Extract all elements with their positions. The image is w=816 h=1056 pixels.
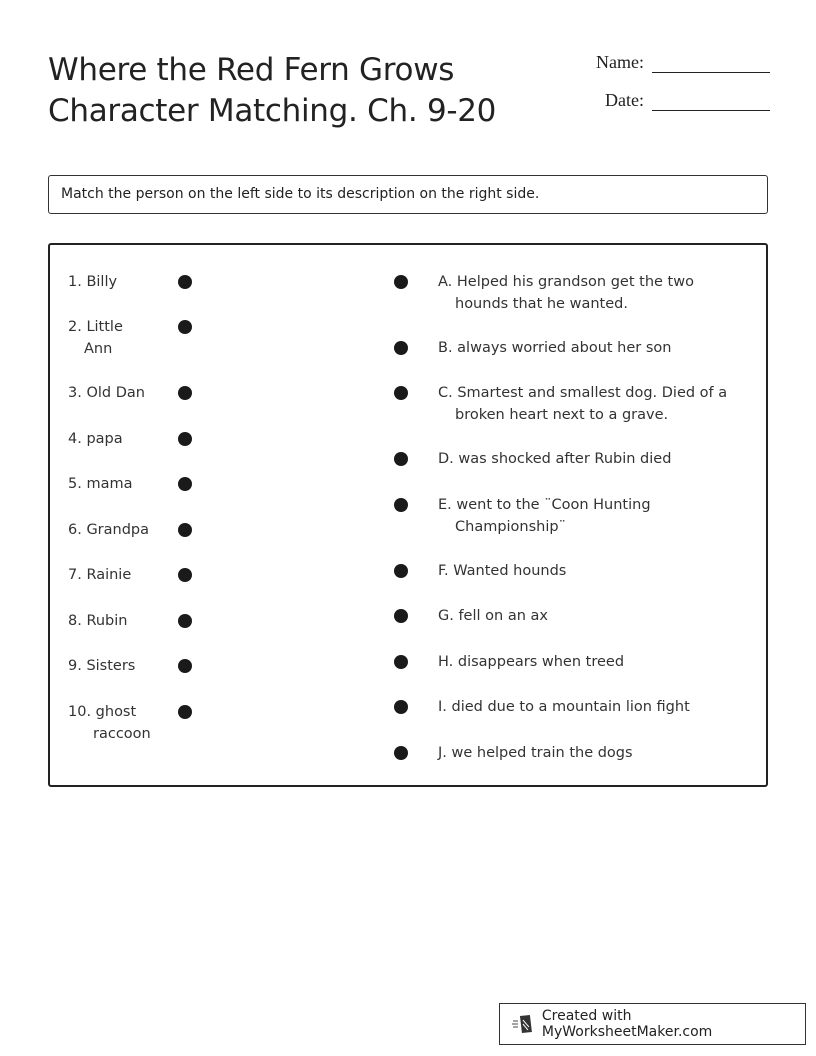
right-item-d: D. was shocked after Rubin died (438, 451, 672, 467)
right-dot-j[interactable] (394, 746, 408, 760)
left-dot-8[interactable] (178, 614, 192, 628)
right-dot-h[interactable] (394, 655, 408, 669)
title-line-1: Where the Red Fern Grows (48, 52, 455, 88)
left-item-4 (68, 428, 188, 450)
left-item-label: 2. Little (68, 319, 123, 335)
footer-text: Created with MyWorksheetMaker.com (541, 1008, 713, 1040)
left-dot-10[interactable] (178, 705, 192, 719)
right-dot-b[interactable] (394, 341, 408, 355)
left-item-7 (68, 564, 188, 586)
right-item-i: I. died due to a mountain lion fight (438, 699, 690, 715)
left-item-label-line2: Ann (84, 341, 113, 357)
left-dot-4[interactable] (178, 432, 192, 446)
left-dot-3[interactable] (178, 386, 192, 400)
name-field-line[interactable] (652, 53, 770, 73)
left-dot-2[interactable] (178, 320, 192, 334)
left-item-5 (68, 473, 188, 495)
left-item-label: 5. mama (68, 476, 133, 492)
right-dot-i[interactable] (394, 700, 408, 714)
left-item-label: 3. Old Dan (68, 385, 145, 401)
right-dot-c[interactable] (394, 386, 408, 400)
right-item-g: G. fell on an ax (438, 608, 548, 624)
left-item-label: 1. Billy (68, 274, 118, 290)
left-item-label: 8. Rubin (68, 613, 128, 629)
matching-panel (48, 243, 768, 787)
right-item-j: J. we helped train the dogs (438, 745, 633, 761)
right-dot-a[interactable] (394, 275, 408, 289)
left-item-2 (68, 316, 188, 360)
left-item-6 (68, 519, 188, 541)
left-dot-1[interactable] (178, 275, 192, 289)
worksheet-logo-icon (512, 1013, 534, 1035)
left-item-3 (68, 382, 188, 404)
right-item-h: H. disappears when treed (438, 654, 625, 670)
page-title (48, 50, 496, 132)
right-dot-e[interactable] (394, 498, 408, 512)
date-label: Date: (605, 90, 644, 110)
left-item-8 (68, 610, 188, 632)
left-item-label: 10. ghost (68, 704, 137, 720)
left-item-10 (68, 701, 188, 745)
footer-credit[interactable] (499, 1003, 806, 1045)
left-dot-6[interactable] (178, 523, 192, 537)
right-dot-g[interactable] (394, 609, 408, 623)
right-item-b: B. always worried about her son (438, 340, 672, 356)
left-dot-7[interactable] (178, 568, 192, 582)
right-item-c: C. Smartest and smallest dog. Died of a broken heart next to a grave. (438, 385, 728, 423)
right-item-a: A. Helped his grandson get the two hounds that he wanted. (438, 274, 694, 312)
date-field-line[interactable] (652, 91, 770, 111)
left-item-9 (68, 655, 188, 677)
instructions-box: Match the person on the left side to its description on the right side. (48, 175, 768, 214)
right-item-e: E. went to the ¨Coon Hunting Championship¨ (438, 497, 651, 535)
left-item-label: 7. Rainie (68, 567, 132, 583)
name-row (596, 52, 770, 73)
title-line-2: Character Matching. Ch. 9-20 (48, 93, 497, 129)
right-dot-f[interactable] (394, 564, 408, 578)
right-item-f: F. Wanted hounds (438, 563, 567, 579)
left-dot-5[interactable] (178, 477, 192, 491)
name-label: Name: (596, 52, 644, 72)
left-item-label: 9. Sisters (68, 658, 136, 674)
date-row (605, 90, 770, 111)
right-dot-d[interactable] (394, 452, 408, 466)
left-item-label: 6. Grandpa (68, 522, 150, 538)
left-dot-9[interactable] (178, 659, 192, 673)
left-item-1 (68, 271, 188, 293)
left-item-label-line2: raccoon (93, 726, 151, 742)
left-item-label: 4. papa (68, 431, 123, 447)
